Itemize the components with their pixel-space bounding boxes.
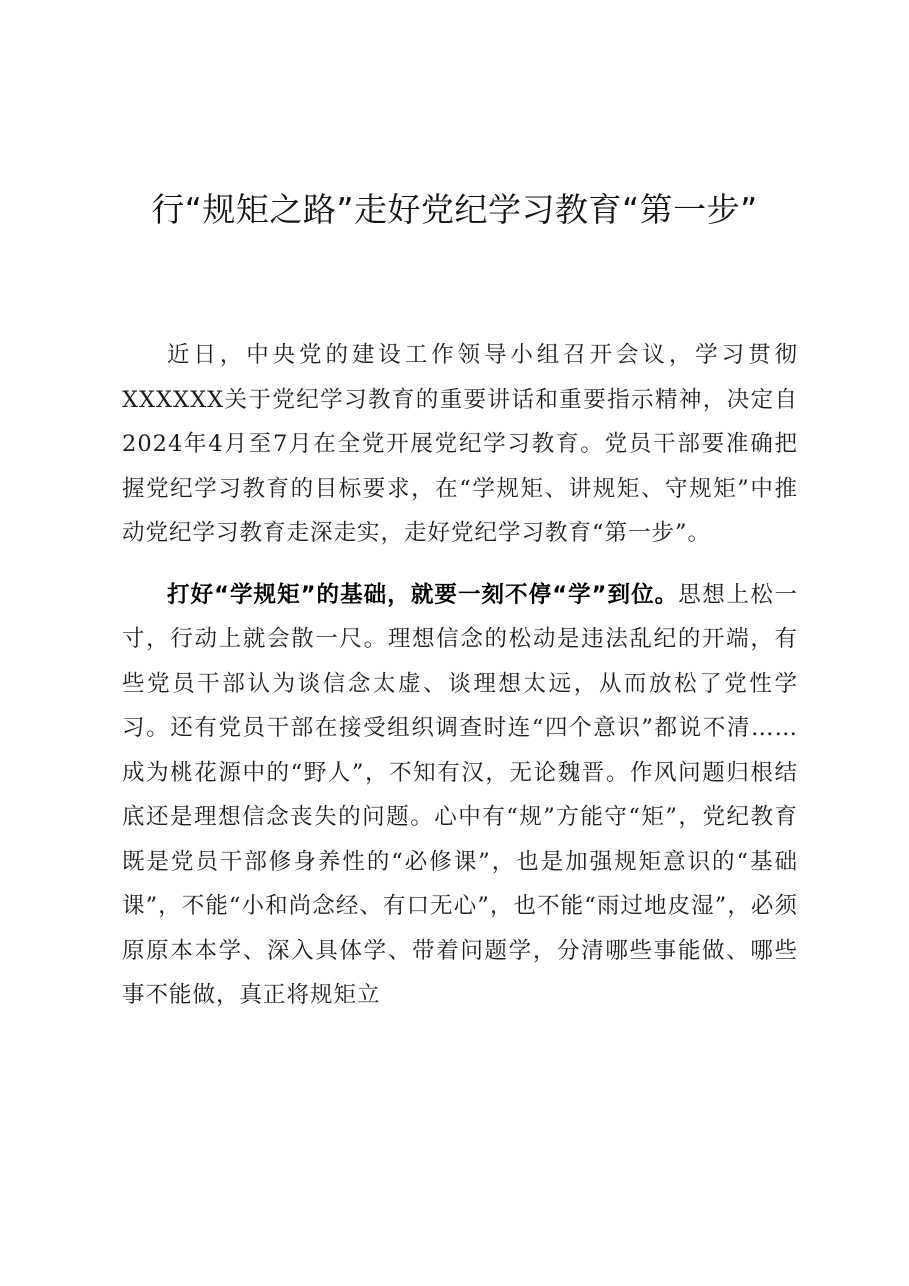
document-title: 行“规矩之路”走好党纪学习教育“第一步” <box>151 190 758 229</box>
document-body <box>122 333 798 1018</box>
paragraph-2 <box>122 573 798 1018</box>
paragraph-2-lead-sentence: 打好“学规矩”的基础，就要一刻不停“学”到位。 <box>167 581 679 608</box>
paragraph-1-text: 近日，中央党的建设工作领导小组召开会议，学习贯彻XXXXXX关于党纪学习教育的重要讲话和重要指示精神，决定自2024年4月至7月在全党开展党纪学习教育。党员干部要准确把握党纪学习教育的目标要求，在“学规矩、讲规矩、守规矩”中推动党纪学习教育走深走实，走好党纪学习教育“第一步”。 <box>122 342 798 546</box>
paragraph-2-text: 思想上松一寸，行动上就会散一尺。理想信念的松动是违法乱纪的开端，有些党员干部认为谈信念太虚、谈理想太远，从而放松了党性学习。还有党员干部在接受组织调查时连“四个意识”都说不清……成为桃花源中的“野人”，不知有汉，无论魏晋。作风问题归根结底还是理想信念丧失的问题。心中有“规”方能守“矩”，党纪教育既是党员干部修身养性的“必修课”，也是加强规矩意识的“基础课”，不能“小和尚念经、有口无心”，也不能“雨过地皮湿”，必须原原本本学、深入具体学、带着问题学，分清哪些事能做、哪些事不能做，真正将规矩立 <box>122 581 798 1008</box>
paragraph-1 <box>122 333 798 556</box>
